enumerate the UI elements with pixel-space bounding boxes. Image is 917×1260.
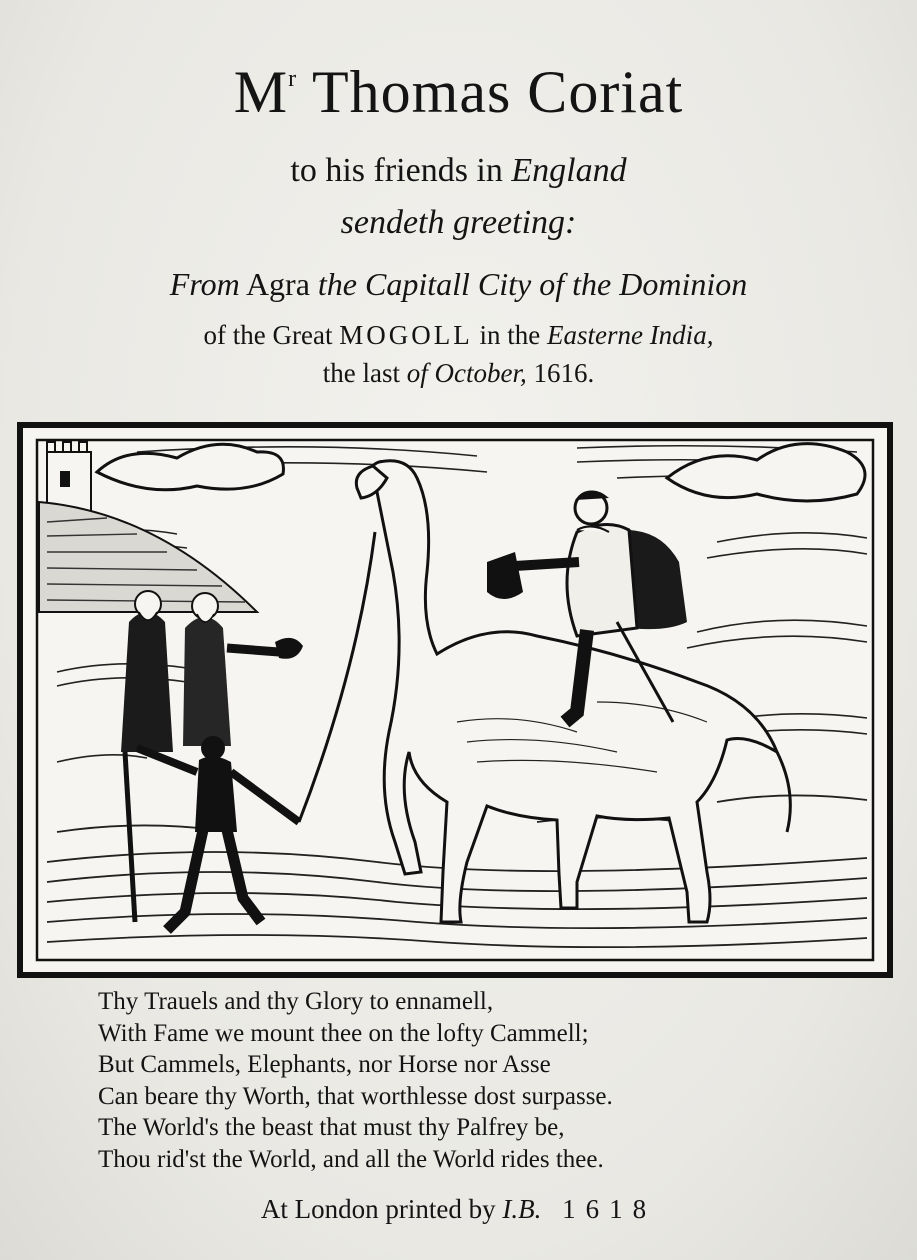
verse <box>98 986 858 1175</box>
woodcut-illustration <box>17 422 893 978</box>
verse-line: Thy Trauels and thy Glory to ennamell, <box>98 988 494 1015</box>
subtitle-place: Agra <box>245 266 310 302</box>
subtitle-text: of the Great <box>203 320 333 350</box>
subtitle-place: MOGOLL <box>339 320 473 350</box>
subtitle-text: in the <box>479 320 541 350</box>
subtitle-date: of October, <box>406 358 527 388</box>
subtitle-text: to his friends in <box>290 152 503 189</box>
subtitle-year: 1616. <box>533 358 595 388</box>
title-prefix: M <box>233 59 289 125</box>
imprint-text: At London printed by <box>260 1194 496 1224</box>
subtitle-text: the last <box>322 358 400 388</box>
title-prefix-sup: r <box>288 66 298 92</box>
subtitle-line-4 <box>0 320 917 351</box>
subtitle-line-5 <box>0 358 917 389</box>
verse-line: Thou rid'st the World, and all the World rides thee. <box>98 1145 604 1173</box>
subtitle-text: From <box>169 266 240 302</box>
castle-icon <box>47 442 91 512</box>
subtitle-place: Easterne India, <box>546 320 714 350</box>
subtitle-line-2: sendeth greeting: <box>340 204 577 241</box>
title-name: Thomas Coriat <box>312 59 684 125</box>
imprint <box>0 1194 917 1225</box>
verse-line: Can beare thy Worth, that worthlesse dost surpasse. <box>98 1082 613 1110</box>
imprint-year: 1618 <box>562 1194 657 1224</box>
subtitle-line-3 <box>0 266 917 303</box>
subtitle-line-1 <box>0 152 917 190</box>
verse-line: The World's the beast that must thy Palfrey be, <box>98 1114 565 1141</box>
verse-line: But Cammels, Elephants, nor Horse nor Asse <box>98 1051 551 1078</box>
verse-line: With Fame we mount thee on the lofty Cammell; <box>98 1019 589 1047</box>
page-title <box>0 44 917 127</box>
subtitle-place: England <box>511 152 627 189</box>
imprint-printer: I.B. <box>502 1194 542 1224</box>
subtitle-text: the Capitall City of the Dominion <box>317 266 748 302</box>
